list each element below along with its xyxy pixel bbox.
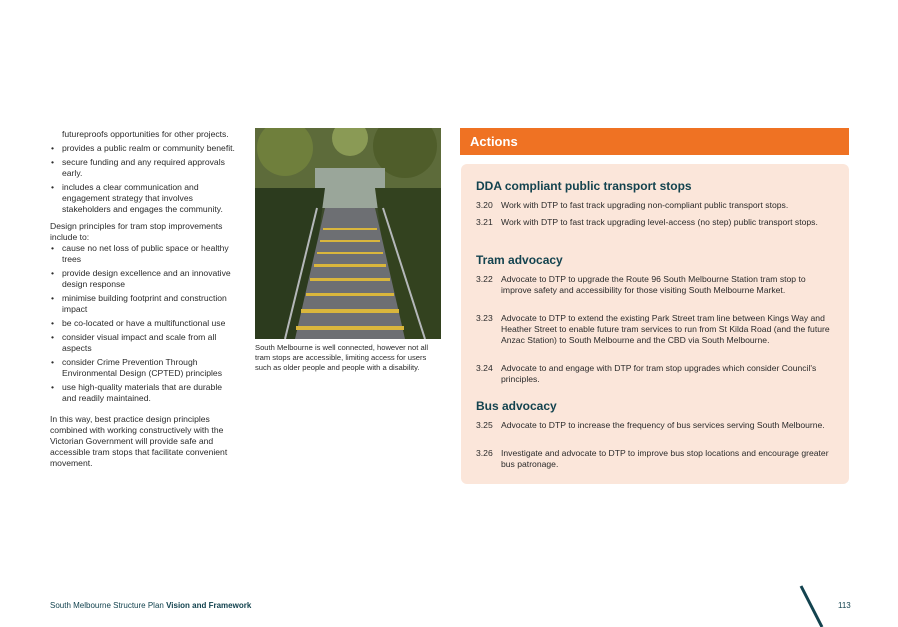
section-title: Bus advocacy — [476, 399, 557, 413]
action-number: 3.22 — [476, 274, 493, 284]
list-item: • be co-located or have a multifunctional use — [50, 318, 238, 329]
list-item: • use high-quality materials that are durable and readily maintained. — [50, 382, 238, 404]
action-text: Advocate to DTP to increase the frequency of bus services serving South Melbourne. — [501, 420, 825, 430]
list-item: • minimise building footprint and construction impact — [50, 293, 238, 315]
section-title: Tram advocacy — [476, 253, 563, 267]
action-number: 3.20 — [476, 200, 493, 210]
footer-section: Vision and Framework — [166, 601, 252, 610]
footer — [50, 601, 251, 610]
action-text: Investigate and advocate to DTP to improve bus stop locations and encourage greater bus patronage. — [501, 448, 829, 469]
list-item: • consider visual impact and scale from all aspects — [50, 332, 238, 354]
actions-title: Actions — [470, 134, 518, 149]
action-text: Work with DTP to fast track upgrading non-compliant public transport stops. — [501, 200, 789, 210]
actions-header — [460, 128, 849, 155]
list-item: • provides a public realm or community benefit. — [50, 143, 238, 154]
action-number: 3.23 — [476, 313, 493, 323]
action-item — [476, 363, 838, 385]
left-column — [50, 129, 238, 469]
action-text: Advocate to DTP to extend the existing Park Street tram line between Kings Way and Heather Street to enable future tram services to run from St Kilda Road (and the future Anzac Station) to South Melbourne and the CBD via South Melbourne. — [501, 313, 830, 345]
action-number: 3.26 — [476, 448, 493, 458]
action-number: 3.21 — [476, 217, 493, 227]
photo-caption: South Melbourne is well connected, however not all tram stops are accessible, limiting access for users such as older people and people with a disability. — [255, 343, 429, 372]
action-number: 3.25 — [476, 420, 493, 430]
action-text: Advocate to and engage with DTP for tram stop upgrades which consider Council's principles. — [501, 363, 817, 384]
footer-doc-title: South Melbourne Structure Plan — [50, 601, 164, 610]
page-number: 113 — [838, 601, 851, 610]
list-item: • consider Crime Prevention Through Environmental Design (CPTED) principles — [50, 357, 238, 379]
action-item — [476, 200, 838, 211]
action-text: Advocate to DTP to upgrade the Route 96 South Melbourne Station tram stop to improve safety and accessibility for those visiting South Melbourne Market. — [501, 274, 806, 295]
principles-intro: Design principles for tram stop improvements include to: — [50, 221, 223, 242]
list-item: • includes a clear communication and engagement strategy that involves stakeholders and engages the community. — [50, 182, 238, 215]
bullet-list-a — [50, 143, 238, 215]
stairs-photo-illustration — [255, 128, 441, 339]
stairs-photo — [255, 128, 441, 339]
action-item — [476, 217, 838, 228]
continuation-text: futureproofs opportunities for other projects. — [62, 129, 229, 139]
list-item: • provide design excellence and an innovative design response — [50, 268, 238, 290]
action-item — [476, 313, 838, 346]
section-title: DDA compliant public transport stops — [476, 179, 692, 193]
list-item: • cause no net loss of public space or healthy trees — [50, 243, 238, 265]
list-item: • secure funding and any required approvals early. — [50, 157, 238, 179]
action-item — [476, 448, 838, 470]
action-item — [476, 274, 838, 296]
actions-panel — [461, 164, 849, 484]
action-text: Work with DTP to fast track upgrading level-access (no step) public transport stops. — [501, 217, 818, 227]
action-item — [476, 420, 838, 431]
bullet-list-b — [50, 243, 238, 404]
action-number: 3.24 — [476, 363, 493, 373]
closing-paragraph: In this way, best practice design principles combined with working constructively with the Victorian Government will provide safe and accessible tram stops that facilitate convenient movement. — [50, 414, 228, 468]
